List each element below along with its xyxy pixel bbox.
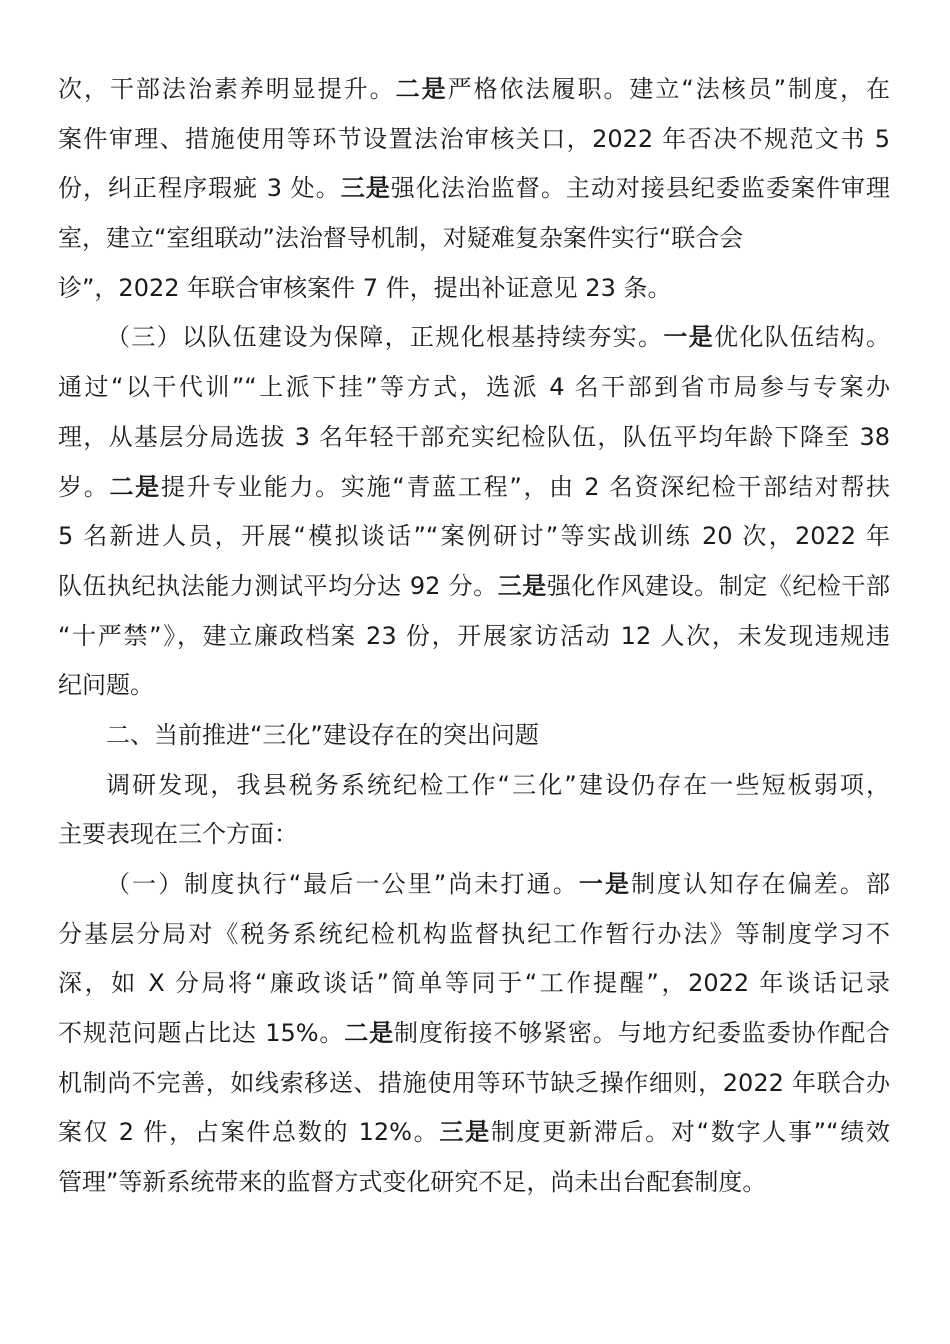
text-line [58,959,890,1009]
text-segment: 诊”，2022 年联合审核案件 7 件，提出补证意见 23 条。 [58,273,672,302]
text-segment: 制度衔接不够紧密。与地方纪委监委协作配合 [393,1019,890,1048]
text-segment: 主要表现在三个方面： [58,820,298,849]
lead-phrase: 三是 [497,571,547,600]
text-line [58,164,890,214]
text-line [58,363,890,413]
text-line [58,463,890,513]
text-segment: 调研发现，我县税务系统纪检工作“三化”建设仍存在一些短板弱项， [106,770,890,799]
text-segment: （一）制度执行“最后一公里”尚未打通。 [106,870,579,898]
lead-phrase: 一是 [663,323,715,352]
text-line [58,1158,890,1208]
text-segment: 机制尚不完善，如线索移送、措施使用等环节缺乏操作细则，2022 年联合办 [58,1068,890,1097]
text-segment: 理，从基层分局选拔 3 名年轻干部充实纪检队伍，队伍平均年龄下降至 38 [58,422,890,451]
text-segment: 制度更新滞后。对“数字人事”“绩效 [490,1118,890,1147]
text-segment: 深，如 X 分局将“廉政谈话”简单等同于“工作提醒”，2022 年谈话记录 [58,969,890,998]
text-segment: 次，干部法治素养明显提升。 [58,75,396,103]
text-segment: 严格依法履职。建立“法核员”制度，在 [447,75,890,103]
text-segment: 案件审理、措施使用等环节设置法治审核关口，2022 年否决不规范文书 5 [58,124,890,153]
section-heading-line [58,313,890,363]
body-text [58,65,890,1208]
text-line [58,810,890,860]
text-line [58,562,890,612]
text-line [58,264,890,314]
lead-phrase: 二是 [395,75,448,103]
text-line [58,612,890,662]
lead-phrase: 二是 [344,1019,394,1048]
text-segment: 纪问题。 [58,671,154,700]
lead-phrase: 三是 [439,1118,491,1147]
text-line [58,115,890,165]
lead-phrase: 一是 [578,870,632,898]
text-line [58,1108,890,1158]
text-segment: 管理”等新系统带来的监督方式变化研究不足，尚未出台配套制度。 [58,1168,767,1197]
text-segment: “十严禁”》，建立廉政档案 23 份，开展家访活动 12 人次，未发现违规违 [58,621,890,650]
text-line [58,1009,890,1059]
text-line [58,761,890,811]
text-segment: 分基层分局对《税务系统纪检机构监督执纪工作暂行办法》等制度学习不 [58,919,890,948]
text-line [58,910,890,960]
text-line [58,512,890,562]
lead-phrase: 二是 [109,472,161,501]
text-line [58,65,890,115]
text-segment: 份，纠正程序瑕疵 3 处。 [58,174,341,203]
text-segment: 提升专业能力。实施“青蓝工程”，由 2 名资深纪检干部结对帮扶 [160,472,890,501]
section-heading-line [58,860,890,910]
text-line [58,661,890,711]
text-segment: 制度认知存在偏差。部 [631,870,890,898]
text-segment: 5 名新进人员，开展“模拟谈话”“案例研讨”等实战训练 20 次，2022 年 [58,522,890,551]
text-segment: 二、当前推进“三化”建设存在的突出问题 [106,720,539,749]
text-segment: 岁。 [58,472,110,501]
chapter-heading [58,711,890,761]
text-line [58,413,890,463]
text-segment: （三）以队伍建设为保障，正规化根基持续夯实。 [106,323,664,352]
text-segment: 强化作风建设。制定《纪检干部 [546,571,890,600]
text-line [58,1059,890,1109]
text-segment: 室，建立“室组联动”法治督导机制，对疑难复杂案件实行“联合会 [58,224,744,253]
lead-phrase: 三是 [340,174,391,203]
text-segment: 优化队伍结构。 [714,323,890,352]
text-segment: 通过“以干代训”“上派下挂”等方式，选派 4 名干部到省市局参与专案办 [58,373,890,402]
text-line [58,214,890,264]
text-segment: 案仅 2 件，占案件总数的 12%。 [58,1118,440,1147]
text-segment: 队伍执纪执法能力测试平均分达 92 分。 [58,571,498,600]
text-segment: 不规范问题占比达 15%。 [58,1019,345,1048]
text-segment: 强化法治监督。主动对接县纪委监委案件审理 [390,174,890,203]
